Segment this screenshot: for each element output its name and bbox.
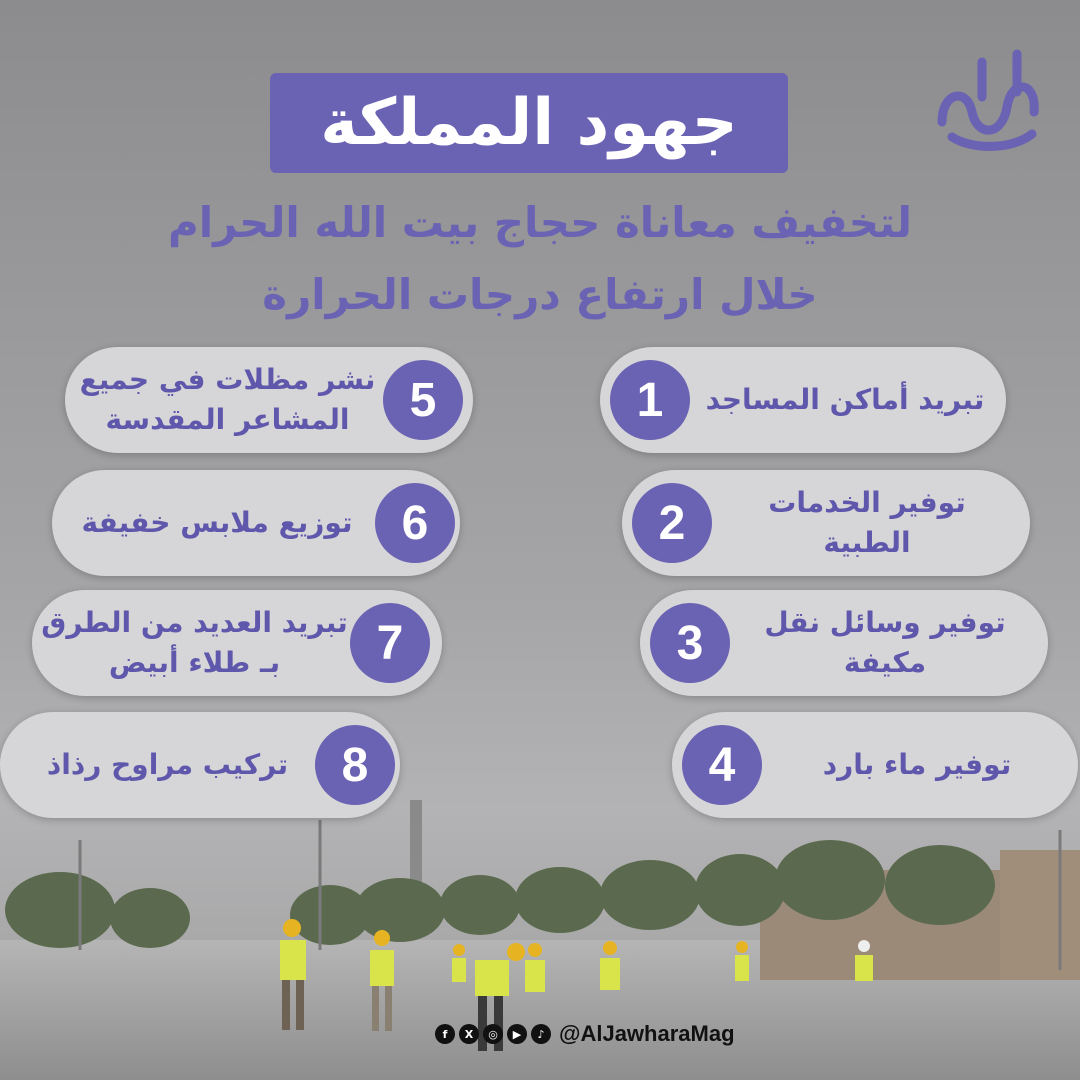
item-text-line: تركيب مراوح رذاذ — [46, 748, 289, 781]
item-text-line: توفير الخدمات — [768, 486, 966, 519]
x-icon[interactable]: X — [459, 1024, 479, 1044]
page-title: جهود المملكة — [320, 86, 738, 160]
item-card-1 — [600, 347, 1006, 453]
item-number-badge: 5 — [383, 360, 463, 440]
item-number-badge: 3 — [650, 603, 730, 683]
youtube-icon[interactable]: ▶ — [507, 1024, 527, 1044]
item-text-line: بـ طلاء أبيض — [108, 646, 281, 679]
item-card-4 — [672, 712, 1078, 818]
item-number-badge: 4 — [682, 725, 762, 805]
item-text — [767, 712, 1067, 818]
title-banner — [270, 73, 788, 173]
tiktok-icon[interactable]: ♪ — [531, 1024, 551, 1044]
social-handle[interactable]: @AlJawharaMag — [559, 1021, 735, 1046]
item-text-line: مكيفة — [843, 646, 927, 679]
item-card-2 — [622, 470, 1030, 576]
item-number-badge: 6 — [375, 483, 455, 563]
item-text-line: الطبية — [823, 526, 911, 559]
item-text — [20, 712, 315, 818]
item-text-line: تبريد العديد من الطرق — [41, 606, 348, 639]
item-text — [717, 470, 1017, 576]
aljawhara-logo — [922, 42, 1052, 157]
facebook-icon[interactable]: f — [435, 1024, 455, 1044]
subtitle-line-2: خلال ارتفاع درجات الحرارة — [262, 270, 818, 319]
item-text — [75, 347, 380, 453]
subtitle-line-1: لتخفيف معاناة حجاج بيت الله الحرام — [168, 198, 912, 247]
item-number-badge: 8 — [315, 725, 395, 805]
instagram-icon[interactable]: ◎ — [483, 1024, 503, 1044]
item-card-3 — [640, 590, 1048, 696]
item-card-8 — [0, 712, 400, 818]
item-card-6 — [52, 470, 460, 576]
item-card-7 — [32, 590, 442, 696]
item-text — [735, 590, 1035, 696]
item-text-line: توفير وسائل نقل — [764, 606, 1006, 639]
item-text-line: المشاعر المقدسة — [105, 403, 350, 436]
item-text-line: نشر مظلات في جميع — [79, 363, 376, 396]
item-card-5 — [65, 347, 473, 453]
item-text — [62, 470, 372, 576]
item-text — [37, 590, 352, 696]
item-number-badge: 7 — [350, 603, 430, 683]
item-number-badge: 2 — [632, 483, 712, 563]
item-text-line: توزيع ملابس خفيفة — [81, 506, 353, 539]
social-footer — [435, 1018, 735, 1050]
item-text-line: تبريد أماكن المساجد — [705, 383, 985, 416]
item-text-line: توفير ماء بارد — [822, 748, 1012, 781]
item-number-badge: 1 — [610, 360, 690, 440]
item-text — [695, 347, 995, 453]
